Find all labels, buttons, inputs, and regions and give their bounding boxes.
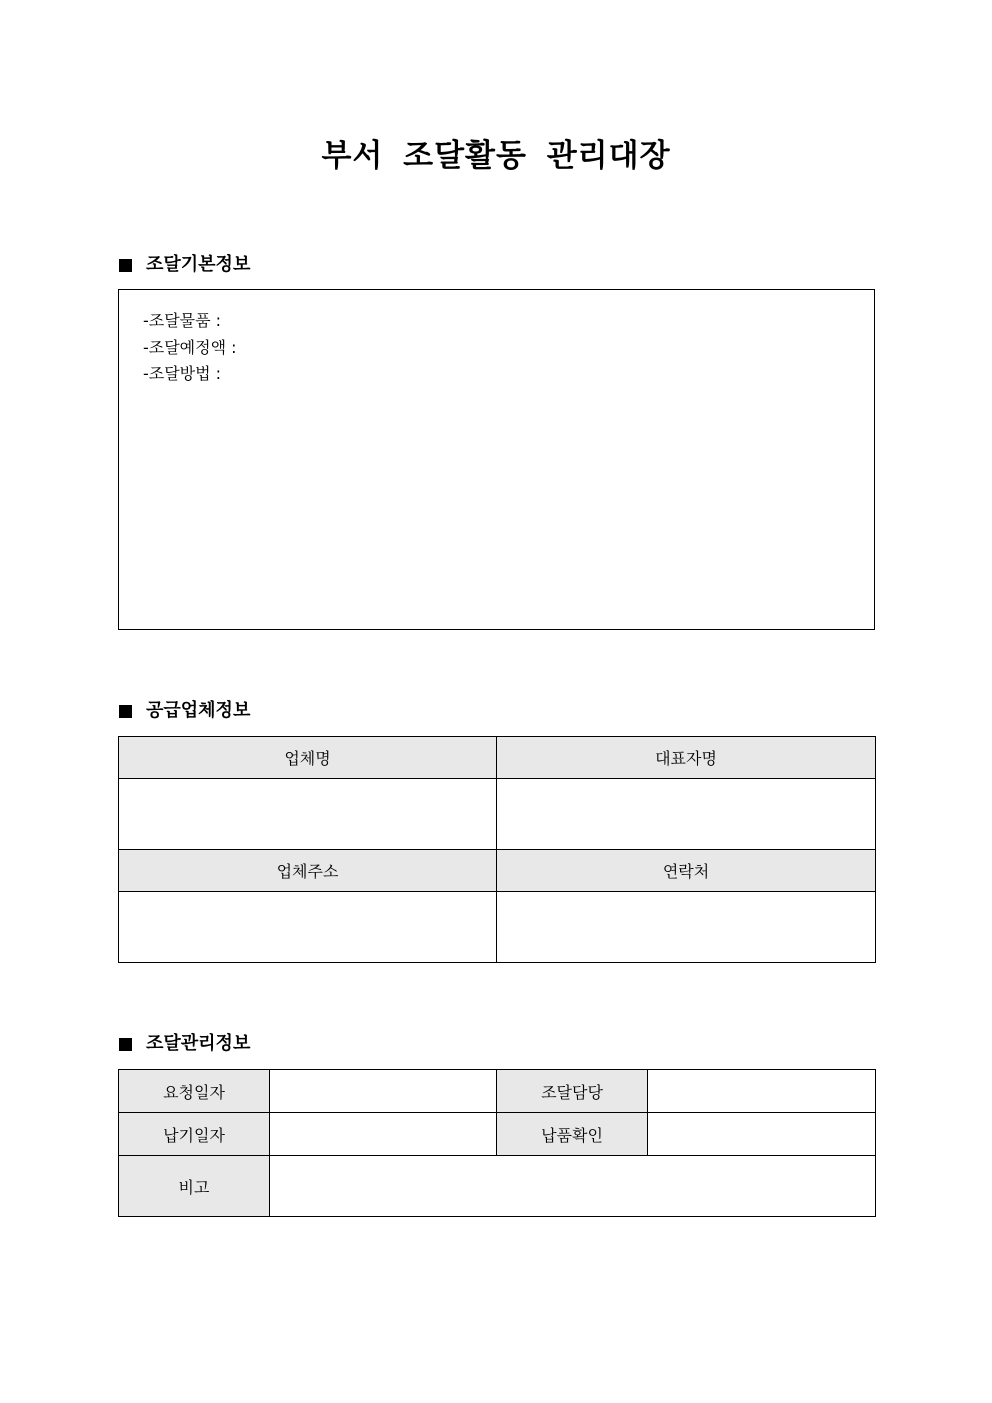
remarks-label: 비고 [119, 1156, 270, 1217]
address-label: 업체주소 [119, 850, 497, 892]
company-name-label: 업체명 [119, 737, 497, 779]
section-heading-label: 조달기본정보 [146, 254, 251, 275]
delivery-date-label: 납기일자 [119, 1113, 270, 1156]
company-name-field[interactable] [119, 779, 497, 850]
page-title: 부서 조달활동 관리대장 [321, 138, 671, 174]
remarks-field[interactable] [270, 1156, 876, 1217]
supplier-table [118, 736, 876, 963]
procurement-item-line: -조달물품 : [143, 311, 222, 330]
address-field[interactable] [119, 892, 497, 963]
contact-label: 연락처 [497, 850, 876, 892]
delivery-check-field[interactable] [648, 1113, 876, 1156]
basic-info-lines [143, 308, 237, 388]
manager-label: 조달담당 [497, 1070, 648, 1113]
section-heading-label: 공급업체정보 [146, 700, 251, 721]
request-date-field[interactable] [270, 1070, 497, 1113]
procurement-amount-line: -조달예정액 : [143, 337, 237, 357]
request-date-label: 요청일자 [119, 1070, 270, 1113]
representative-field[interactable] [497, 779, 876, 850]
manager-field[interactable] [648, 1070, 876, 1113]
section-heading-supplier [119, 699, 250, 723]
square-bullet-icon [119, 259, 132, 272]
square-bullet-icon [119, 705, 132, 718]
contact-field[interactable] [497, 892, 876, 963]
section-heading-label: 조달관리정보 [146, 1033, 251, 1054]
representative-label: 대표자명 [497, 737, 876, 779]
square-bullet-icon [119, 1038, 132, 1051]
basic-info-box[interactable] [118, 289, 875, 630]
delivery-date-field[interactable] [270, 1113, 497, 1156]
management-table [118, 1069, 876, 1217]
section-heading-basic [119, 253, 250, 277]
procurement-method-line: -조달방법 : [143, 364, 222, 383]
delivery-check-label: 납품확인 [497, 1113, 648, 1156]
section-heading-management [119, 1032, 250, 1056]
